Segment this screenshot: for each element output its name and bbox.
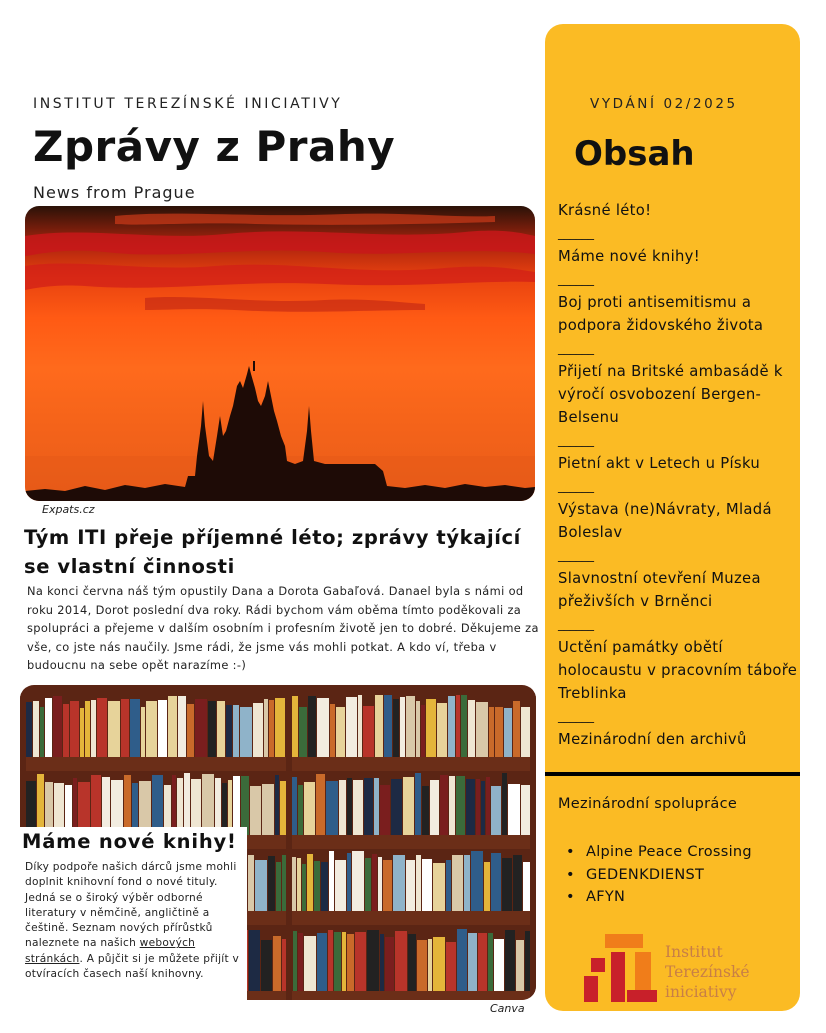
- sidebar-divider: [545, 772, 800, 776]
- partner-item: • AFYN: [566, 886, 752, 909]
- cooperation-title: Mezinárodní spolupráce: [558, 796, 738, 812]
- newsletter-subtitle: News from Prague: [33, 183, 196, 202]
- toc-item[interactable]: Mezinárodní den archivů: [558, 731, 747, 748]
- article-heading: Máme nové knihy!: [22, 830, 237, 853]
- toc-title: Obsah: [574, 134, 695, 174]
- photo-credit: Canva: [490, 1002, 525, 1015]
- toc-separator: ______: [558, 226, 594, 240]
- partner-list: [566, 841, 752, 909]
- toc-separator: ______: [558, 272, 594, 286]
- website-link[interactable]: webových stránkách: [25, 937, 196, 965]
- logo-text: Institut Terezínské iniciativy: [665, 943, 750, 1001]
- issue-number: VYDÁNÍ 02/2025: [590, 96, 738, 112]
- toc-separator: ______: [558, 709, 594, 723]
- partner-item: • Alpine Peace Crossing: [566, 841, 752, 864]
- newsletter-title: Zprávy z Prahy: [33, 122, 396, 171]
- toc-item[interactable]: Krásné léto!: [558, 202, 652, 219]
- toc-separator: ______: [558, 341, 594, 355]
- prague-sunset-photo: [25, 206, 535, 501]
- table-of-contents: [558, 199, 798, 751]
- organization-name: INSTITUT TEREZÍNSKÉ INICIATIVY: [33, 96, 343, 112]
- toc-item[interactable]: Uctění památky obětí holocaustu v pracovním táboře Treblinka: [558, 639, 798, 702]
- toc-item[interactable]: Slavnostní otevření Muzea přeživších v Brněnci: [558, 570, 761, 610]
- article-heading: Tým ITI přeje příjemné léto; zprávy týkající se vlastní činnosti: [24, 526, 521, 578]
- article-body: Díky podpoře našich dárců jsme mohli doplnit knihovní fond o nové tituly. Jedná se o široký výběr odborné literatury v němčině, angličtině a češtině. Seznam nových přírůstků naleznete na našich webových stránkách. A půjčit si je můžete přijít v otvíracích časech naší knihovny.: [25, 861, 239, 981]
- toc-separator: ______: [558, 433, 594, 447]
- partner-item: • GEDENKDIENST: [566, 864, 752, 887]
- toc-item[interactable]: Přijetí na Britské ambasádě k výročí osvobození Bergen-Belsenu: [558, 363, 783, 426]
- toc-item[interactable]: Pietní akt v Letech u Písku: [558, 455, 761, 472]
- toc-separator: ______: [558, 617, 594, 631]
- toc-separator: ______: [558, 548, 594, 562]
- photo-credit: Expats.cz: [42, 503, 95, 516]
- toc-separator: ______: [558, 479, 594, 493]
- toc-item[interactable]: Výstava (ne)Návraty, Mladá Boleslav: [558, 501, 772, 541]
- article-body: Na konci června náš tým opustily Dana a Dorota Gabaľová. Danael byla s námi od roku 2014, Dorot poslední dva roky. Rádi bychom vám oběma tímto poděkovali za spolupráci a přejeme v dalším osobním i profesním životě jen to dobré. Děkujeme za vše, co jste nás naučily. Jsme rádi, že jsme vás mohli potkat. A kdo ví, třeba v budoucnu na sebe opět narazíme :-): [27, 584, 539, 672]
- toc-item[interactable]: Máme nové knihy!: [558, 248, 700, 265]
- toc-item[interactable]: Boj proti antisemitismu a podpora židovského života: [558, 294, 764, 334]
